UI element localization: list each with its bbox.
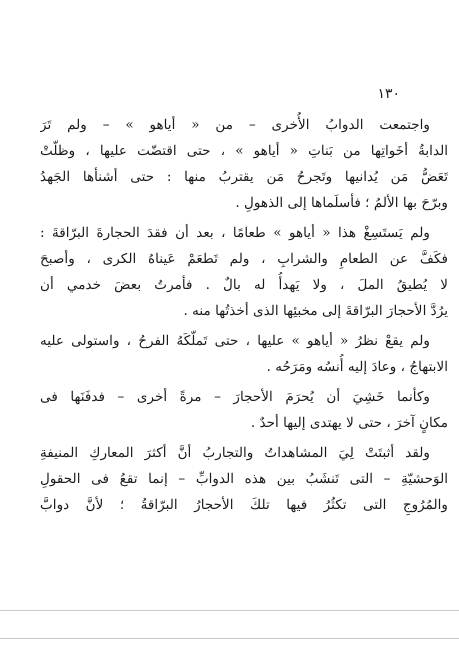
ruled-line <box>0 610 459 611</box>
text-line: الوَحشيّةِ – التى تَنشَبُ بين هذه الدوابِّ – إنما تقعُ فى الحقولِ <box>40 471 448 487</box>
text-line: وبرّحَ بها الألمُ ؛ فأسلَماها إلى الذهولِ . <box>235 195 448 211</box>
text-line: وكأنما خَشِيَ أن يُحرَمَ الأحجارَ – مرةً أخرى – فدفَنَها فى <box>40 389 430 405</box>
text-line: مكانٍ آخرَ ، حتى لا يهتدى إليها أحدٌ . <box>250 415 448 431</box>
text-line: الدابةُ أخَواتِها من بَناتِ « أياهو » ، حتى اقتضّت عليها ، وظلّتْ <box>40 143 448 159</box>
text-line: الابتهاجُ ، وعادَ إليه أُنسُه ومَرَحُه . <box>266 359 448 375</box>
text-line: لا يُطيقُ الملَ ، ولا يَهدأُ له بالٌ . فأمرتُ بعضَ خدمي أن <box>40 277 448 293</box>
text-line: ولم يقعْ نظرُ « أياهو » عليها ، حتى تَملّكَهُ الفرحُ ، واستولى عليه <box>40 333 430 349</box>
ruled-line <box>0 638 459 639</box>
body-text <box>40 112 448 518</box>
text-line: والمُرُوجِ التى تكثُرُ فيها تلكَ الأحجارُ البرّاقةُ ؛ لأنَّ دوابَّ <box>40 497 448 513</box>
text-line: فكَفَّ عن الطعامِ والشرابِ ، ولم تَطعَمْ عَيناهُ الكرى ، وأصبحَ <box>40 251 448 267</box>
text-line: يرُدَّ الأحجارَ البرّاقةَ إلى مخبئِها الذى أخذتُها منه . <box>183 303 448 319</box>
text-line: ولقد أثبتَتْ لِيَ المشاهداتُ والتجاربُ أنَّ أكثرَ المعاركِ المنيفةِ <box>40 445 430 461</box>
text-line: تَعَضُّ مَن يُدانيها وتَجرحُ مَن يقتربُ منها : حتى أشنأها الجَهدُ <box>40 169 448 185</box>
text-line: ولم يَستَسِغْ هذا « أياهو » طعامًا ، بعد أن فقدَ الحجارةَ البرّاقةَ : <box>40 225 430 241</box>
text-line: واجتمعت الدوابُ الأُخرى – من « أياهو » – ولم تَرَ <box>40 117 430 133</box>
page-number: ١٣٠ <box>377 86 400 102</box>
